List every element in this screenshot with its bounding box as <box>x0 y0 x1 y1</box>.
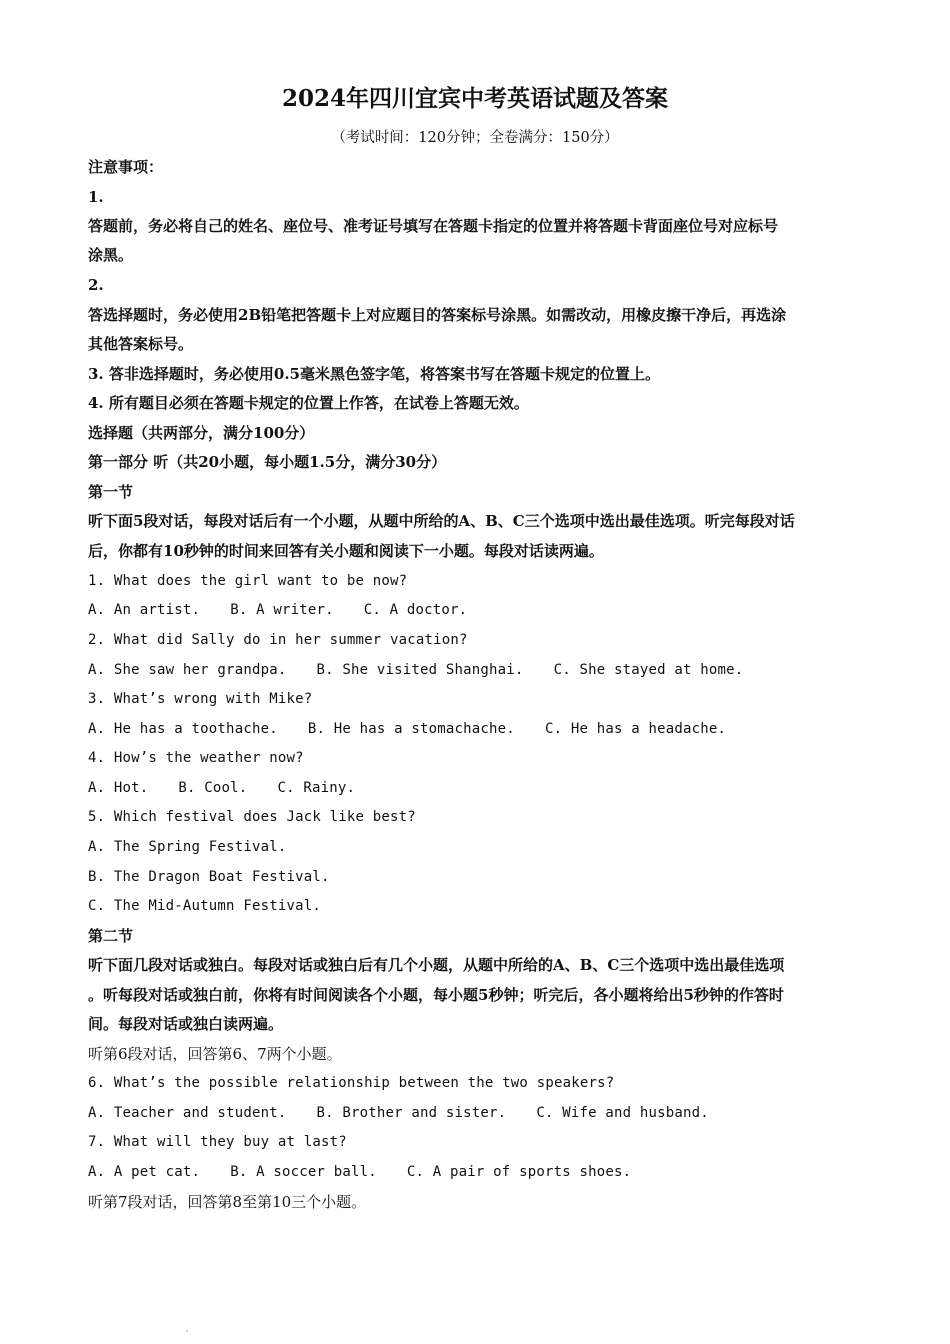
option-a: A. He has a toothache. <box>88 721 278 737</box>
question-5: 5. Which festival does Jack like best? <box>88 809 416 825</box>
question-6: 6. What’s the possible relationship between the two speakers? <box>88 1075 615 1091</box>
notice-3: 3. 答非选择题时，务必使用0.5毫米黑色签字笔，将答案书写在答题卡规定的位置上。 <box>88 365 660 383</box>
option-a: A. Teacher and student. <box>88 1105 287 1121</box>
option-a: A. A pet cat. <box>88 1164 201 1180</box>
question-4: 4. How’s the weather now? <box>88 750 304 766</box>
option-b: B. Cool. <box>178 780 248 796</box>
part1-heading: 第一部分 听（共20小题，每小题1.5分，满分30分） <box>88 453 447 471</box>
question-1: 1. What does the girl want to be now? <box>88 573 408 589</box>
dialogue-7-instruction: 听第7段对话，回答第8至第10三个小题。 <box>88 1193 367 1211</box>
notice-2-text: 答选择题时，务必使用2B铅笔把答题卡上对应题目的答案标号涂黑。如需改动，用橡皮擦干净后，再选涂 <box>88 306 787 324</box>
question-5-option-a: A. The Spring Festival. <box>88 839 287 855</box>
section1-heading: 第一节 <box>88 483 134 501</box>
dialogue-6-instruction: 听第6段对话，回答第6、7两个小题。 <box>88 1045 342 1063</box>
notice-1-text-cont: 涂黑。 <box>88 246 134 264</box>
notice-heading: 注意事项： <box>88 158 164 176</box>
exam-info: （考试时间：120分钟；全卷满分：150分） <box>331 130 619 146</box>
section2-instructions: 听下面几段对话或独白。每段对话或独白后有几个小题，从题中所给的A、B、C三个选项中选出最佳选项 <box>88 956 785 974</box>
notice-2-text-cont: 其他答案标号。 <box>88 335 194 353</box>
notice-4: 4. 所有题目必须在答题卡规定的位置上作答，在试卷上答题无效。 <box>88 394 529 412</box>
notice-1-text: 答题前，务必将自己的姓名、座位号、准考证号填写在答题卡指定的位置并将答题卡背面座位号对应标号 <box>88 217 779 235</box>
option-c: C. Rainy. <box>277 780 356 796</box>
section1-instructions: 听下面5段对话，每段对话后有一个小题，从题中所给的A、B、C三个选项中选出最佳选项。听完每段对话 <box>88 512 795 530</box>
question-7: 7. What will they buy at last? <box>88 1134 347 1150</box>
option-b: B. He has a stomachache. <box>307 721 515 737</box>
option-b: B. Brother and sister. <box>316 1105 507 1121</box>
option-c: C. He has a headache. <box>544 721 727 737</box>
question-3: 3. What’s wrong with Mike? <box>88 691 313 707</box>
option-b: B. She visited Shanghai. <box>316 662 524 678</box>
question-6-options <box>88 1102 878 1124</box>
option-b: B. A writer. <box>230 602 334 618</box>
question-2: 2. What did Sally do in her summer vacation? <box>88 632 468 648</box>
question-7-options <box>88 1161 878 1183</box>
question-4-options <box>88 777 878 799</box>
question-5-option-c: C. The Mid-Autumn Festival. <box>88 898 321 914</box>
question-2-options <box>88 659 878 681</box>
option-c: C. She stayed at home. <box>553 662 744 678</box>
scan-speck <box>186 1330 188 1332</box>
page-title: 2024年四川宜宾中考英语试题及答案 <box>281 85 668 112</box>
option-a: A. She saw her grandpa. <box>88 662 287 678</box>
option-a: A. An artist. <box>88 602 201 618</box>
section2-instructions-cont: 。听每段对话或独白前，你将有时间阅读各个小题，每小题5秒钟；听完后，各小题将给出5秒钟的作答时 <box>88 986 784 1004</box>
option-c: C. Wife and husband. <box>536 1105 709 1121</box>
section2-heading: 第二节 <box>88 927 134 945</box>
option-c: C. A pair of sports shoes. <box>406 1164 632 1180</box>
section-choice-heading: 选择题（共两部分，满分100分） <box>88 424 315 442</box>
option-b: B. A soccer ball. <box>230 1164 377 1180</box>
notice-2-number: 2. <box>88 276 104 294</box>
section1-instructions-cont: 后，你都有10秒钟的时间来回答有关小题和阅读下一小题。每段对话读两遍。 <box>88 542 604 560</box>
question-5-option-b: B. The Dragon Boat Festival. <box>88 869 330 885</box>
option-c: C. A doctor. <box>363 602 468 618</box>
section2-instructions-end: 间。每段对话或独白读两遍。 <box>88 1015 284 1033</box>
notice-1-number: 1. <box>88 188 104 206</box>
question-1-options <box>88 599 878 621</box>
option-a: A. Hot. <box>88 780 149 796</box>
question-3-options <box>88 718 878 740</box>
